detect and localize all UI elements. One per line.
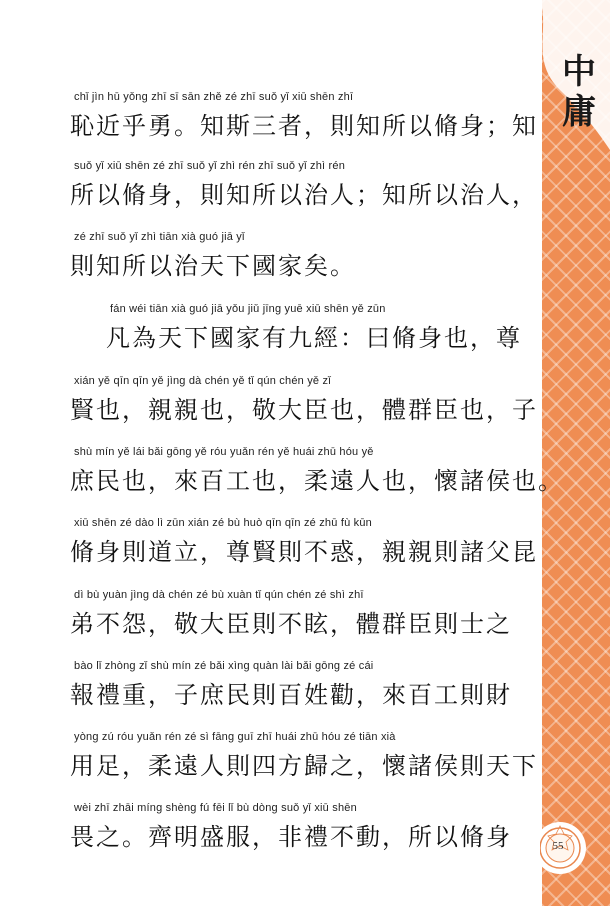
chinese-line: 賢也，親親也，敬大臣也，體群臣也，子 bbox=[70, 396, 538, 424]
chinese-line: 弟不怨，敬大臣則不眩，體群臣則士之 bbox=[70, 610, 512, 638]
chinese-line: 則知所以治天下國家矣。 bbox=[70, 252, 356, 280]
pinyin-line: yòng zú róu yuǎn rén zé sì fāng guī zhī huái zhū hóu zé tiān xià bbox=[74, 731, 396, 743]
chinese-line: 所以脩身，則知所以治人；知所以治人， bbox=[70, 181, 538, 209]
book-title-char-1: 中 bbox=[562, 52, 596, 92]
chinese-line: 凡為天下國家有九經：曰脩身也，尊 bbox=[106, 324, 522, 352]
pinyin-line: xiū shēn zé dào lì zūn xián zé bù huò qīn qīn zé zhū fù kūn bbox=[74, 517, 372, 529]
pinyin-line: dì bù yuàn jìng dà chén zé bù xuàn tǐ qún chén zé shì zhī bbox=[74, 589, 364, 601]
pinyin-line: chǐ jìn hū yǒng zhī sī sān zhě zé zhī suǒ yǐ xiū shēn zhī bbox=[74, 91, 354, 103]
page-number: 55 bbox=[552, 840, 564, 852]
chinese-line: 恥近乎勇。知斯三者，則知所以脩身；知 bbox=[70, 112, 538, 140]
pinyin-line: wèi zhī zhāi míng shèng fú fēi lǐ bù dòng suǒ yǐ xiū shēn bbox=[74, 802, 357, 814]
pinyin-line: suǒ yǐ xiū shēn zé zhī suǒ yǐ zhì rén zhī suǒ yǐ zhì rén bbox=[74, 160, 346, 172]
pinyin-line: fán wéi tiān xià guó jiā yǒu jiǔ jīng yuē xiū shēn yě zūn bbox=[110, 303, 386, 315]
chinese-line: 用足，柔遠人則四方歸之，懷諸侯則天下 bbox=[70, 752, 538, 780]
chinese-line: 畏之。齊明盛服，非禮不動，所以脩身 bbox=[70, 823, 512, 851]
chinese-line: 脩身則道立，尊賢則不惑，親親則諸父昆 bbox=[70, 538, 538, 566]
pinyin-line: zé zhī suǒ yǐ zhì tiān xià guó jiā yǐ bbox=[74, 231, 245, 243]
book-title bbox=[554, 52, 604, 132]
pinyin-line: xián yě qīn qīn yě jìng dà chén yě tǐ qún chén yě zǐ bbox=[74, 375, 331, 387]
book-title-char-2: 庸 bbox=[562, 92, 596, 132]
chinese-line: 庶民也，來百工也，柔遠人也，懷諸侯也。 bbox=[70, 467, 564, 495]
pinyin-line: shù mín yě lái bǎi gōng yě róu yuǎn rén yě huái zhū hóu yě bbox=[74, 446, 374, 458]
pinyin-line: bào lǐ zhòng zǐ shù mín zé bǎi xìng quàn lài bǎi gōng zé cái bbox=[74, 660, 374, 672]
chinese-line: 報禮重，子庶民則百姓勸，來百工則財 bbox=[70, 681, 512, 709]
